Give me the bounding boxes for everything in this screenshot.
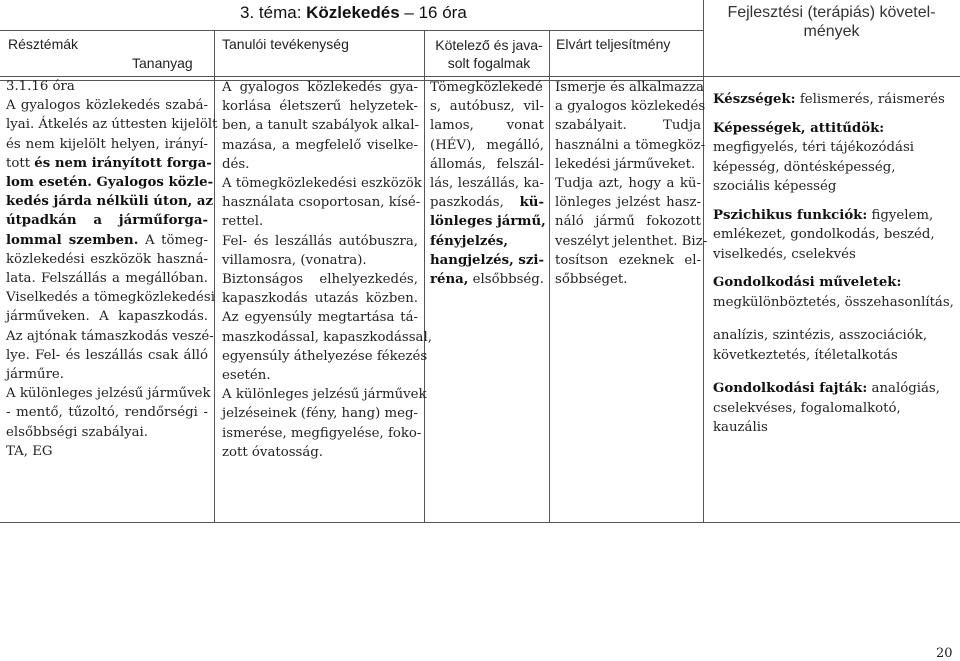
c2-line: Az egyensúly megtartása tá- bbox=[222, 310, 418, 326]
c1-line: lyai. Átkelés az úttesten kijelölt bbox=[6, 117, 218, 133]
c3-line: Tömegközlekedé bbox=[430, 80, 543, 95]
title-prefix: 3. téma: bbox=[240, 3, 307, 22]
analizis-paragraph bbox=[713, 326, 955, 365]
fajtak-text: analógiás, cselekvéses, fogalomalkotó, kauzális bbox=[713, 381, 940, 435]
c2-line: esetén. bbox=[222, 368, 271, 384]
c2-line: zott óvatosság. bbox=[222, 444, 324, 460]
column-divider-1 bbox=[214, 30, 215, 522]
c3-line: s, autóbusz, vil- bbox=[430, 99, 544, 115]
c3-text: elsőbbség. bbox=[468, 272, 545, 288]
c2-line: Biztonságos elhelyezkedés, bbox=[222, 272, 418, 288]
c1-line-bold: kedés járda nélküli úton, az bbox=[6, 194, 214, 210]
pszichikus-label: Pszichikus funkciók: bbox=[713, 207, 868, 223]
fajtak-label: Gondolkodási fajták: bbox=[713, 381, 868, 396]
c3-line-bold: fényjelzés, bbox=[430, 233, 509, 249]
c4-line: lönleges jelzést hasz- bbox=[555, 195, 701, 211]
keszsegek-paragraph bbox=[713, 90, 955, 110]
c3-line bbox=[430, 193, 544, 212]
fejlesztesi-kovetelmenyek-column bbox=[713, 90, 955, 447]
c1-line-bold: lom esetén. Gyalogos közle- bbox=[6, 175, 214, 191]
fejlesztesi-line-1: Fejlesztési (terápiás) követel- bbox=[727, 4, 936, 21]
c2-line: mazása, a megfelelő viselke- bbox=[222, 137, 418, 153]
c1-line: lata. Felszállás a megállóban. bbox=[6, 271, 208, 287]
c3-line: (HÉV), megálló, bbox=[430, 137, 544, 153]
c1-bold: lommal szemben. bbox=[6, 232, 139, 248]
c1-line: A különleges jelzésű járművek bbox=[6, 386, 211, 402]
c4-line: veszélyt jelenthet. Biz- bbox=[555, 233, 708, 249]
c1-line: A gyalogos közlekedés szabá- bbox=[6, 98, 208, 114]
c1-line: közlekedési eszközök haszná- bbox=[6, 251, 208, 267]
pszichikus-paragraph bbox=[713, 206, 955, 265]
c3-line: állomás, felszál- bbox=[430, 156, 544, 172]
c4-line: használni a tömegköz- bbox=[555, 137, 706, 153]
c1-text: A tömeg- bbox=[138, 232, 208, 248]
table-bottom-rule bbox=[0, 522, 960, 523]
tanuloi-tevekenyseg-column bbox=[222, 78, 432, 462]
kepessegek-text: megfigyelés, téri tájékozódási képesség, döntésképesség, szociális képesség bbox=[713, 140, 915, 194]
title-suffix: – 16 óra bbox=[399, 3, 467, 22]
page-number: 20 bbox=[936, 646, 953, 661]
c1-line: 3.1.16 óra bbox=[6, 79, 75, 94]
c4-line: lekedési járműveket. bbox=[555, 156, 696, 172]
c2-line: A különleges jelzésű járművek bbox=[222, 387, 427, 403]
fejlesztesi-header bbox=[703, 3, 960, 41]
c2-line: dés. bbox=[222, 156, 250, 172]
c3-text: paszkodás, bbox=[430, 195, 520, 211]
c3-line-bold: lönleges jármű, bbox=[430, 214, 546, 230]
muveletek-text: megkülönböztetés, összehasonlítás, bbox=[713, 294, 954, 310]
c4-line: Ismerje és alkalmazza bbox=[555, 80, 704, 95]
c1-line: lye. Fel- és leszállás csak álló bbox=[6, 347, 208, 363]
c1-line: Viselkedés a tömegközlekedési bbox=[6, 290, 215, 306]
fajtak-paragraph bbox=[713, 379, 955, 438]
c2-line: villamosra, (vonatra). bbox=[222, 252, 367, 268]
c1-line-bold: útpadkán a járműforga- bbox=[6, 213, 208, 229]
tananyag-column bbox=[6, 77, 218, 461]
column-divider-2 bbox=[424, 30, 425, 522]
c1-line: TA, EG bbox=[6, 443, 53, 459]
fejlesztesi-line-2: mények bbox=[803, 23, 860, 40]
c2-line: A gyalogos közlekedés gya- bbox=[222, 80, 418, 95]
column-divider-4 bbox=[703, 0, 704, 522]
header-top-rule bbox=[0, 30, 703, 31]
header-resztemak: Résztémák bbox=[8, 36, 79, 52]
c3-line: lás, leszállás, ka- bbox=[430, 176, 544, 192]
c1-text: tott bbox=[6, 155, 35, 171]
kepessegek-paragraph bbox=[713, 119, 955, 197]
c1-line: elsőbbségi szabályai. bbox=[6, 424, 149, 440]
c2-line: A tömegközlekedési eszközök bbox=[222, 176, 422, 192]
c1-line: - mentő, tűzoltó, rendőrségi - bbox=[6, 405, 208, 421]
c3-bold: réna, bbox=[430, 272, 469, 288]
c1-line: és nem kijelölt helyen, irányí- bbox=[6, 136, 208, 152]
c3-line bbox=[430, 270, 544, 289]
c4-line: tosítson ezeknek el- bbox=[555, 252, 701, 268]
c2-line: használata csoportosan, kísé- bbox=[222, 195, 421, 211]
keszsegek-text: felismerés, ráismerés bbox=[795, 92, 945, 107]
header-tananyag: Tananyag bbox=[132, 55, 193, 71]
header-kotelezo-1: Kötelező és java- bbox=[435, 37, 543, 53]
c2-line: jelzéseinek (fény, hang) meg- bbox=[222, 406, 418, 422]
c2-line: korlása életszerű helyzetek- bbox=[222, 99, 418, 115]
c3-bold: kü- bbox=[519, 195, 544, 211]
muveletek-paragraph bbox=[713, 273, 955, 312]
column-divider-3 bbox=[549, 30, 550, 522]
kepessegek-label: Képességek, attitűdök: bbox=[713, 120, 885, 136]
topic-title bbox=[240, 3, 467, 23]
header-kotelezo-2: solt fogalmak bbox=[447, 55, 531, 71]
c2-line: egyensúly áthelyezése fékezés bbox=[222, 348, 428, 364]
header-elvart: Elvárt teljesítmény bbox=[556, 36, 671, 52]
c1-line bbox=[6, 231, 208, 250]
elvart-teljesitmeny-column bbox=[555, 78, 708, 289]
c2-line: Fel- és leszállás autóbuszra, bbox=[222, 233, 418, 249]
header-tanuloi: Tanulói tevékenység bbox=[222, 36, 349, 52]
c4-line: szabályait. Tudja bbox=[555, 118, 701, 134]
c1-line: Az ajtónak támaszkodás veszé- bbox=[6, 328, 214, 344]
c2-line: maszkodással, kapaszkodással, bbox=[222, 329, 432, 345]
pszichikus-text: figyelem, emlékezet, gondolkodás, beszéd, viselkedés, cselekvés bbox=[713, 207, 935, 262]
c4-line: sőbbséget. bbox=[555, 272, 628, 288]
c3-line: lamos, vonat bbox=[430, 118, 544, 134]
c1-line: járműre. bbox=[6, 367, 65, 383]
c1-bold: és nem irányított forga- bbox=[34, 155, 212, 171]
c1-line bbox=[6, 154, 212, 173]
title-bold: Közlekedés bbox=[306, 3, 400, 22]
c1-line: járműveken. A kapaszkodás. bbox=[6, 309, 208, 325]
header-kotelezo bbox=[430, 36, 548, 72]
analizis-text: analízis, szintézis, asszociációk, következtetés, ítéletalkotás bbox=[713, 328, 928, 363]
c2-line: rettel. bbox=[222, 214, 264, 230]
c4-line: a gyalogos közlekedés bbox=[555, 99, 706, 115]
muveletek-label: Gondolkodási műveletek: bbox=[713, 275, 902, 290]
c4-line: náló jármű fokozott bbox=[555, 214, 701, 230]
c4-line: Tudja azt, hogy a kü- bbox=[555, 176, 701, 192]
c2-line: ismerése, megfigyelése, foko- bbox=[222, 425, 422, 441]
keszsegek-label: Készségek: bbox=[713, 92, 796, 107]
c2-line: ben, a tanult szabályok alkal- bbox=[222, 118, 419, 134]
c2-line: kapaszkodás utazás közben. bbox=[222, 291, 418, 307]
c3-line-bold: hangjelzés, szi- bbox=[430, 252, 544, 268]
fogalmak-column bbox=[430, 78, 544, 289]
